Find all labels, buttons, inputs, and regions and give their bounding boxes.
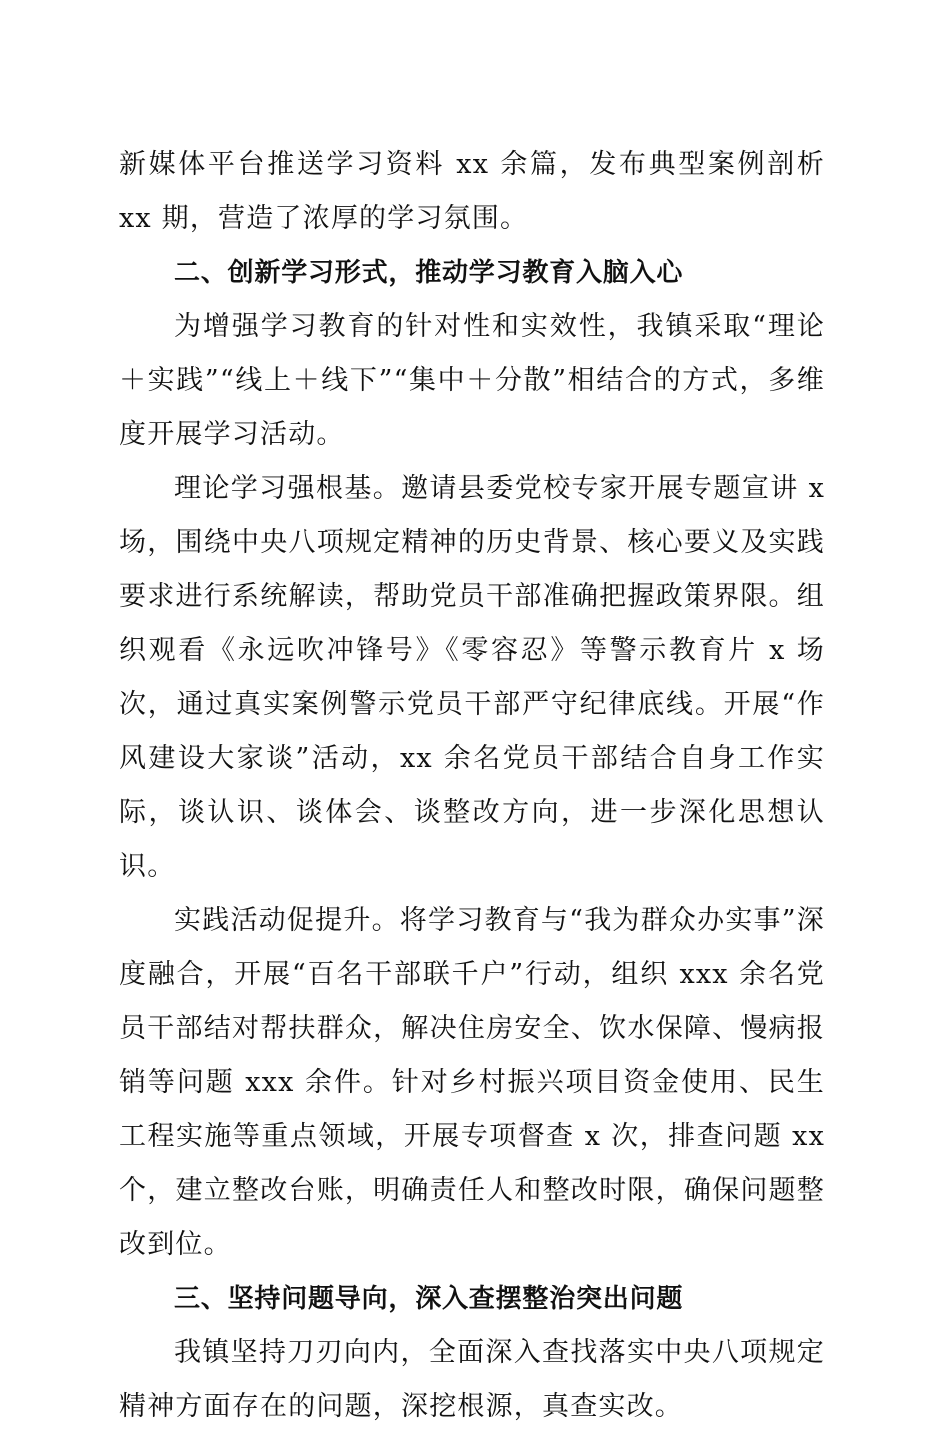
paragraph-intro: 为增强学习教育的针对性和实效性，我镇采取“理论＋实践”“线上＋线下”“集中＋分散”相结合的方式，多维度开展学习活动。 <box>119 311 825 450</box>
section-heading-3: 三、坚持问题导向，深入查摆整治突出问题 <box>174 1284 684 1314</box>
paragraph-problem-orientation: 我镇坚持刀刃向内，全面深入查找落实中央八项规定精神方面存在的问题，深挖根源，真查实改。 <box>119 1337 825 1422</box>
paragraph-practice-activity: 实践活动促提升。将学习教育与“我为群众办实事”深度融合，开展“百名干部联千户”行动，组织 xxx 余名党员干部结对帮扶群众，解决住房安全、饮水保障、慢病报销等问题 xxx 余件。针对乡村振兴项目资金使用、民生工程实施等重点领域，开展专项督查 x 次，排查问题 xx 个，建立整改台账，明确责任人和整改时限，确保问题整改到位。 <box>119 905 825 1260</box>
section-heading-2: 二、创新学习形式，推动学习教育入脑入心 <box>174 258 684 288</box>
paragraph-continued: 新媒体平台推送学习资料 xx 余篇，发布典型案例剖析 xx 期，营造了浓厚的学习氛围。 <box>119 149 825 234</box>
paragraph-theory-study: 理论学习强根基。邀请县委党校专家开展专题宣讲 x 场，围绕中央八项规定精神的历史背景、核心要义及实践要求进行系统解读，帮助党员干部准确把握政策界限。组织观看《永远吹冲锋号》《零容忍》等警示教育片 x 场次，通过真实案例警示党员干部严守纪律底线。开展“作风建设大家谈”活动，xx 余名党员干部结合自身工作实际，谈认识、谈体会、谈整改方向，进一步深化思想认识。 <box>119 473 825 882</box>
document-body <box>119 138 825 1434</box>
